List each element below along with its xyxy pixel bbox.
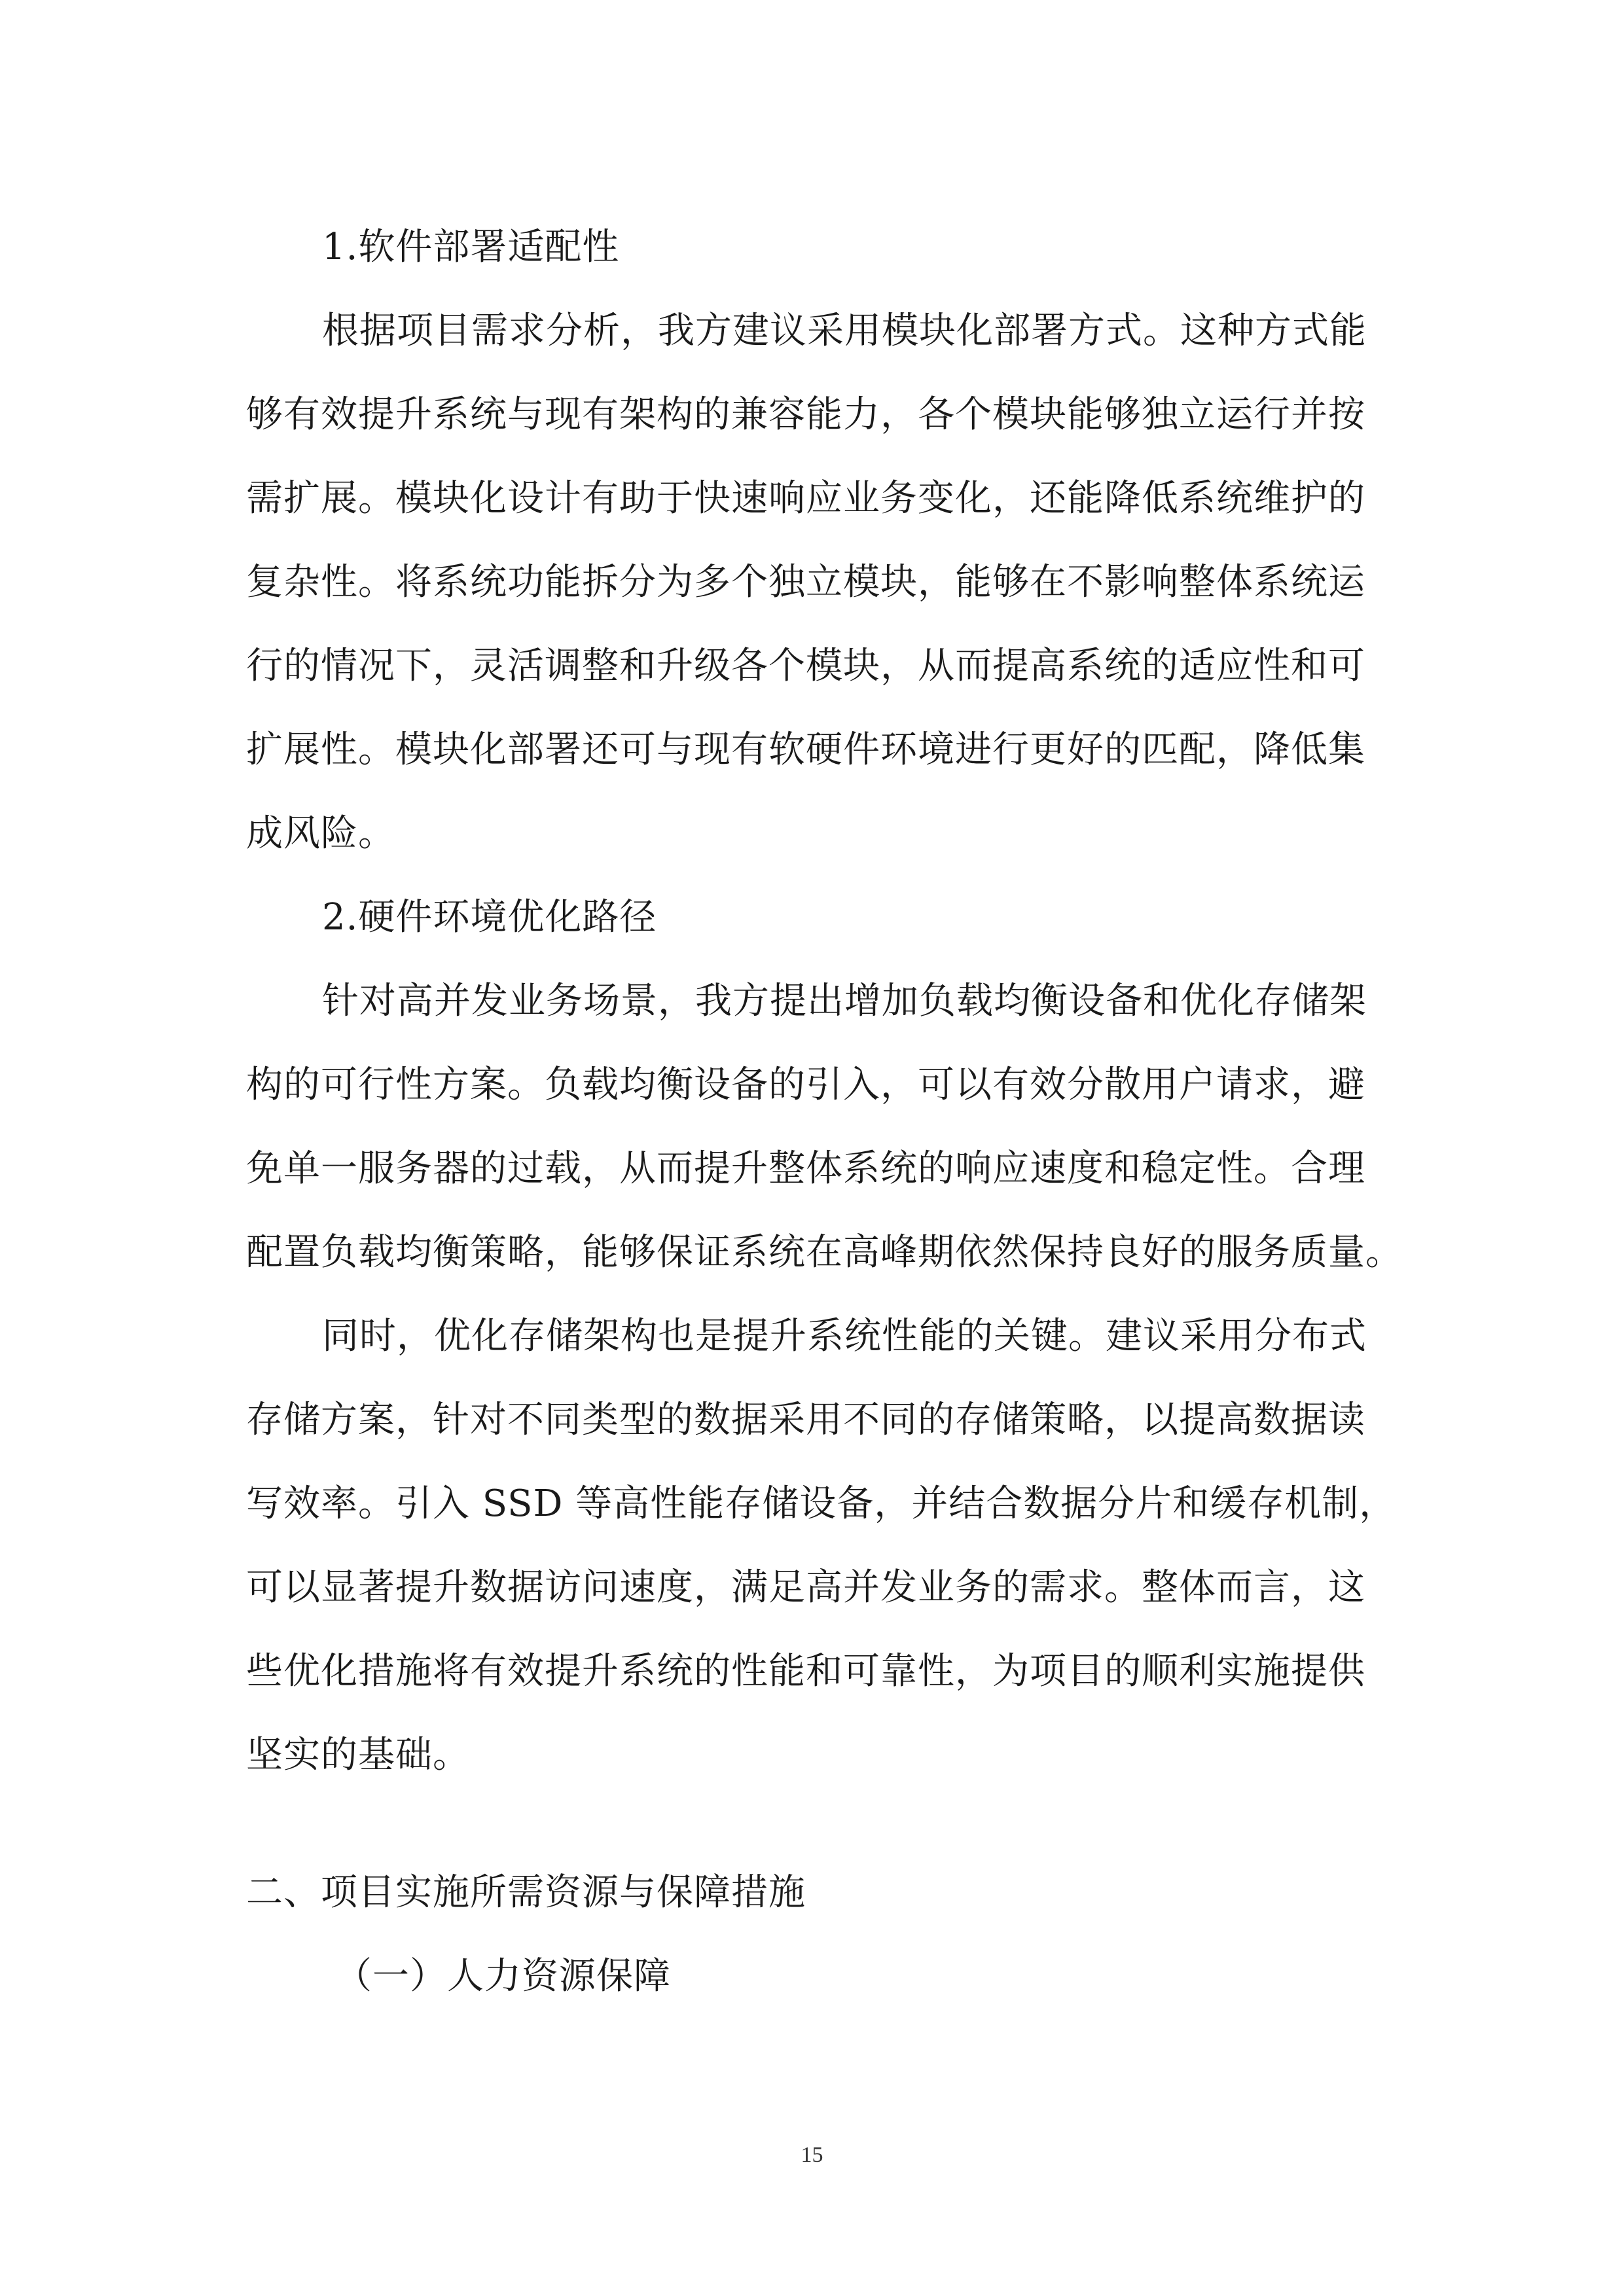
text-line: 复杂性。将系统功能拆分为多个独立模块，能够在不影响整体系统运: [246, 561, 1365, 603]
text-line: 坚实的基础。: [246, 1734, 470, 1776]
chapter-heading: 二、项目实施所需资源与保障措施: [246, 1871, 806, 1914]
text-line: 需扩展。模块化设计有助于快速响应业务变化，还能降低系统维护的: [246, 477, 1365, 520]
text-line: 存储方案，针对不同类型的数据采用不同的存储策略，以提高数据读: [246, 1399, 1365, 1441]
spacer: [246, 1797, 1385, 1851]
page-content: [246, 206, 1403, 2018]
text-line: 针对高并发业务场景，我方提出增加负载均衡设备和优化存储架: [322, 980, 1367, 1022]
paragraph: [246, 960, 1403, 1295]
page-number: 15: [801, 2143, 823, 2167]
text-line: 够有效提升系统与现有架构的兼容能力，各个模块能够独立运行并按: [246, 393, 1365, 436]
text-line: 同时，优化存储架构也是提升系统性能的关键。建议采用分布式: [322, 1315, 1367, 1357]
text-line: 些优化措施将有效提升系统的性能和可靠性，为项目的顺利实施提供: [246, 1650, 1365, 1693]
text-line: 免单一服务器的过载，从而提升整体系统的响应速度和稳定性。合理: [246, 1147, 1365, 1190]
text-line: 根据项目需求分析，我方建议采用模块化部署方式。这种方式能: [322, 310, 1367, 352]
text-line: 构的可行性方案。负载均衡设备的引入，可以有效分散用户请求，避: [246, 1064, 1365, 1106]
text-line: 可以显著提升数据访问速度，满足高并发业务的需求。整体而言，这: [246, 1566, 1365, 1609]
text-line: 配置负载均衡策略，能够保证系统在高峰期依然保持良好的服务质量。: [246, 1231, 1403, 1274]
subsection-heading: （一）人力资源保障: [335, 1955, 671, 1998]
paragraph: [246, 289, 1385, 876]
text-line: 写效率。引入 SSD 等高性能存储设备，并结合数据分片和缓存机制，: [246, 1482, 1397, 1525]
text-line: 扩展性。模块化部署还可与现有软硬件环境进行更好的匹配，降低集: [246, 728, 1365, 771]
paragraph: [246, 1295, 1397, 1797]
text-line: 成风险。: [246, 812, 395, 855]
section-heading: 2.硬件环境优化路径: [322, 896, 657, 939]
text-line: 行的情况下，灵活调整和升级各个模块，从而提高系统的适应性和可: [246, 645, 1365, 687]
section-heading: 1.软件部署适配性: [322, 226, 620, 268]
